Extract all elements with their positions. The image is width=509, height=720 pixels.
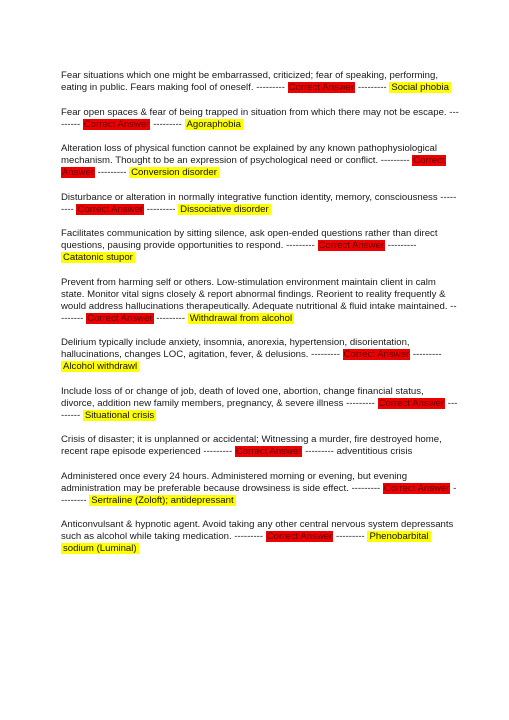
qa-item-3 <box>61 143 459 179</box>
qa-item-11 <box>61 519 459 555</box>
answer-text: Sertraline (Zoloft); antidepressant <box>91 494 234 506</box>
separator-dashes: --------- <box>156 312 186 324</box>
separator-dashes: --------- <box>348 482 381 494</box>
correct-answer-label: Correct Answer <box>288 82 355 93</box>
separator-dashes: --------- <box>412 349 442 360</box>
answer-text: adventitious crisis <box>336 446 413 457</box>
separator-dashes: --------- <box>200 446 233 457</box>
separator-dashes: --------- <box>253 82 285 93</box>
answer-text: Dissociative disorder <box>180 203 269 215</box>
answer-text: Withdrawal from alcohol <box>189 312 293 324</box>
separator-dashes: --------- <box>61 191 457 215</box>
qa-item-9 <box>61 434 459 458</box>
separator-dashes: --------- <box>305 446 334 457</box>
answer-text: Alcohol withdrawl <box>63 361 138 372</box>
separator-dashes: --------- <box>97 167 127 178</box>
correct-answer-label: Correct Answer <box>266 531 333 542</box>
question-text: Include loss of or change of job, death of loved one, abortion, change financial status, divorce, addition new family members, pregnancy, & severe illness <box>61 385 424 409</box>
separator-dashes: --------- <box>343 397 375 409</box>
correct-answer-label: Correct Answer <box>318 240 385 251</box>
separator-dashes: --------- <box>61 482 457 506</box>
answer-text: Conversion disorder <box>131 167 217 178</box>
question-text: Crisis of disaster; it is unplanned or accidental; Witnessing a murder, fire destroyed home, recent rape episode experienced <box>61 434 442 457</box>
question-text: Fear open spaces & fear of being trapped in situation from which there may not be escape. <box>61 106 447 118</box>
separator-dashes: --------- <box>231 531 264 542</box>
qa-item-1 <box>61 70 459 94</box>
separator-dashes: --------- <box>357 82 387 93</box>
separator-dashes: --------- <box>61 397 458 421</box>
correct-answer-label: Correct Answer <box>62 155 445 178</box>
qa-item-4 <box>61 192 459 216</box>
question-text: Facilitates communication by sitting silence, ask open-ended questions rather than direct questions, pausing provide opportunities to respond. <box>61 228 438 251</box>
separator-dashes: --------- <box>387 240 417 251</box>
separator-dashes: --------- <box>336 531 365 542</box>
question-text: Disturbance or alteration in normally integrative function identity, memory, consciousness <box>61 191 438 203</box>
separator-dashes: --------- <box>283 240 315 251</box>
correct-answer-label: Correct Answer <box>235 446 302 457</box>
separator-dashes: --------- <box>308 349 340 360</box>
answer-text: Catatonic stupor <box>63 252 133 263</box>
qa-item-6 <box>61 277 459 325</box>
question-text: Alteration loss of physical function cannot be explained by any known pathophysiological mechanism. Thought to be an expression of psychological need or conflict. <box>61 143 437 166</box>
correct-answer-label: Correct Answer <box>383 482 450 494</box>
separator-dashes: --------- <box>146 203 176 215</box>
answer-text: Social phobia <box>391 82 449 93</box>
qa-item-10 <box>61 471 459 507</box>
separator-dashes: --------- <box>378 155 410 166</box>
qa-item-8 <box>61 386 459 422</box>
correct-answer-label: Correct Answer <box>77 203 144 215</box>
separator-dashes: --------- <box>61 300 457 324</box>
question-text: Delirium typically include anxiety, insomnia, anorexia, hypertension, disorientation, hallucinations, changes LOC, agitation, fever, & delusions. <box>61 337 410 360</box>
correct-answer-label: Correct Answer <box>87 312 153 324</box>
question-text: Prevent from harming self or others. Low-stimulation environment maintain client in calm state. Monitor vital signs closely & report abnormal findings. Reorient to reality frequently & would address hallucinations therapeutically. Adequate nutritional & fluid intake maintained. <box>61 276 448 312</box>
answer-text: Phenobarbital sodium (Luminal) <box>63 531 429 554</box>
correct-answer-label: Correct Answer <box>378 397 445 409</box>
separator-dashes: --------- <box>61 106 459 130</box>
answer-text: Situational crisis <box>84 409 155 421</box>
answer-text: Agoraphobia <box>186 118 241 130</box>
question-text: Administered once every 24 hours. Administered morning or evening, but evening administration may be preferable because drowsiness is side effect. <box>61 470 408 494</box>
correct-answer-label: Correct Answer <box>343 349 410 360</box>
question-text: Fear situations which one might be embarrassed, criticized; fear of speaking, performing, eating in public. Fears making fool of oneself. <box>61 70 438 93</box>
qa-item-2 <box>61 107 459 131</box>
question-text: Anticonvulsant & hypnotic agent. Avoid taking any other central nervous system depressants such as alcohol while taking medication. <box>61 519 454 542</box>
qa-item-5 <box>61 228 459 264</box>
separator-dashes: --------- <box>153 118 182 130</box>
correct-answer-label: Correct Answer <box>83 118 150 130</box>
qa-item-7 <box>61 337 459 373</box>
